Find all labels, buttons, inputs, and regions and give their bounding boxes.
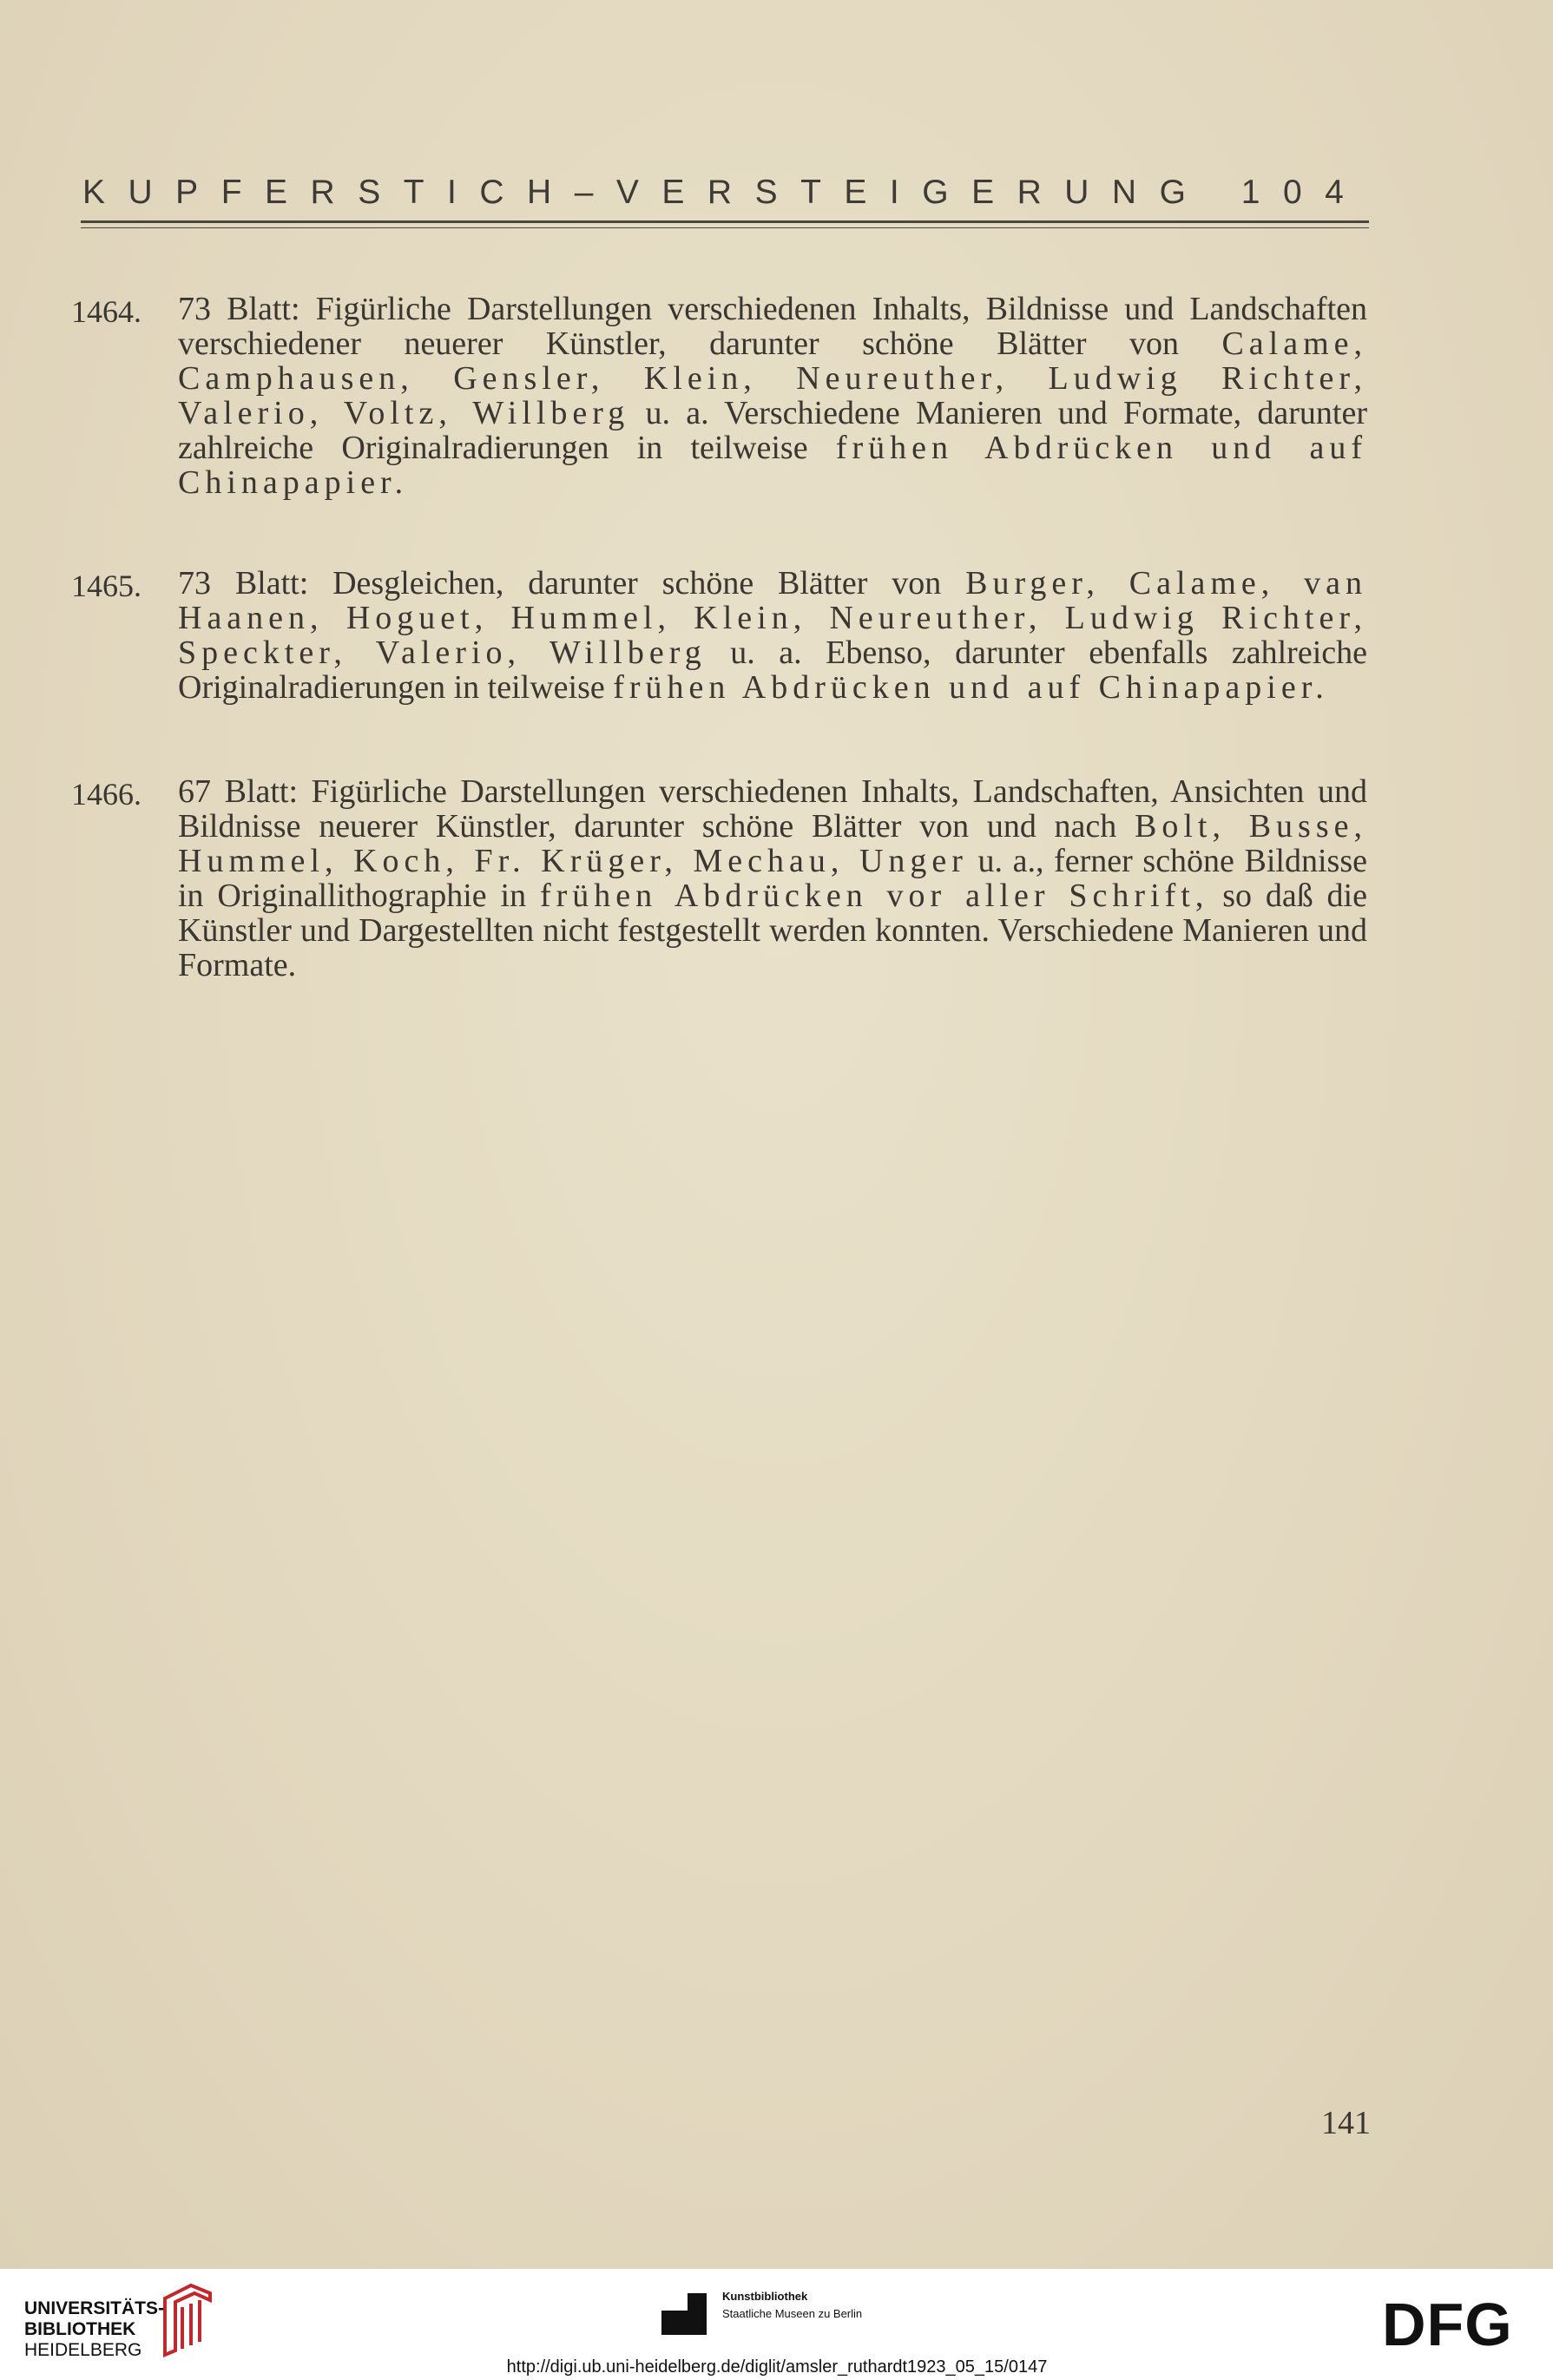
text-run: 73 Blatt: Desgleichen, darunter schöne Blätter von [178, 565, 966, 602]
text-run: u. a. Ebenso, darunter ebenfalls zahlreiche Originalradierungen in teilweise [178, 634, 1367, 706]
lot-number: 1466. [71, 777, 141, 812]
running-head: KUPFERSTICH–VERSTEIGERUNG 104 [82, 174, 1367, 211]
spaced-text-run: Burger, Calame, van Haanen, Hoguet, Hummel, Klein, Neureuther, Ludwig Richter, Speckter, Valerio, Willberg [178, 565, 1367, 671]
spaced-text-run: frühen Abdrücken und auf Chinapapier. [178, 430, 1367, 501]
spaced-text-run: frühen Abdrücken vor aller Schrift, [539, 878, 1209, 914]
spaced-text-run: Calame, Camphausen, Gensler, Klein, Neureuther, Ludwig Richter, Valerio, Voltz, Willberg [178, 325, 1367, 431]
kb-subtitle: Staatliche Museen zu Berlin [722, 2307, 863, 2320]
lot-description [178, 774, 1367, 983]
source-url[interactable]: http://digi.ub.uni-heidelberg.de/diglit/amsler_ruthardt1923_05_15/0147 [506, 2357, 1048, 2377]
text-run: 67 Blatt: Figürliche Darstellungen verschiedenen Inhalts, Landschaften, Ansichten und Bildnisse neuerer Künstler, darunter schöne Blätter von und nach [178, 773, 1367, 845]
text-run: u. a. Verschiedene Manieren und Formate, darunter zahlreiche Originalradierungen in teilweise [178, 395, 1367, 466]
library-line-1: UNIVERSITÄTS- [24, 2298, 165, 2318]
text-run: 73 Blatt: Figürliche Darstellungen verschiedenen Inhalts, Bildnisse und Landschaften verschiedener neuerer Künstler, darunter schöne Blätter von [178, 291, 1367, 362]
heidelberg-logo-icon [156, 2281, 217, 2359]
dfg-logo: DFG [1382, 2291, 1513, 2358]
kb-title: Kunstbibliothek [722, 2290, 808, 2303]
lot-description [178, 566, 1367, 705]
spaced-text-run: frühen Abdrücken und auf Chinapapier. [613, 669, 1329, 706]
kunstbibliothek-label [722, 2288, 862, 2323]
library-line-3: HEIDELBERG [24, 2340, 142, 2360]
lot-number: 1464. [71, 294, 141, 329]
library-line-2: BIBLIOTHEK [24, 2319, 136, 2339]
header-rule-thin [81, 227, 1369, 228]
lot-number: 1465. [71, 569, 141, 603]
kunstbibliothek-logo-icon [660, 2291, 708, 2337]
page-number: 141 [1321, 2105, 1371, 2141]
header-rule-thick [81, 220, 1369, 223]
lot-description [178, 292, 1367, 500]
university-library-label [24, 2298, 164, 2361]
text-run: u. a., ferner schöne Bildnisse in Originallithographie in [178, 843, 1367, 914]
text-run: so daß die Künstler und Dargestellten nicht festgestellt werden konnten. Verschiedene Manieren und Formate. [178, 878, 1367, 983]
spaced-text-run: Bolt, Busse, Hummel, Koch, Fr. Krüger, Mechau, Unger [178, 808, 1367, 879]
